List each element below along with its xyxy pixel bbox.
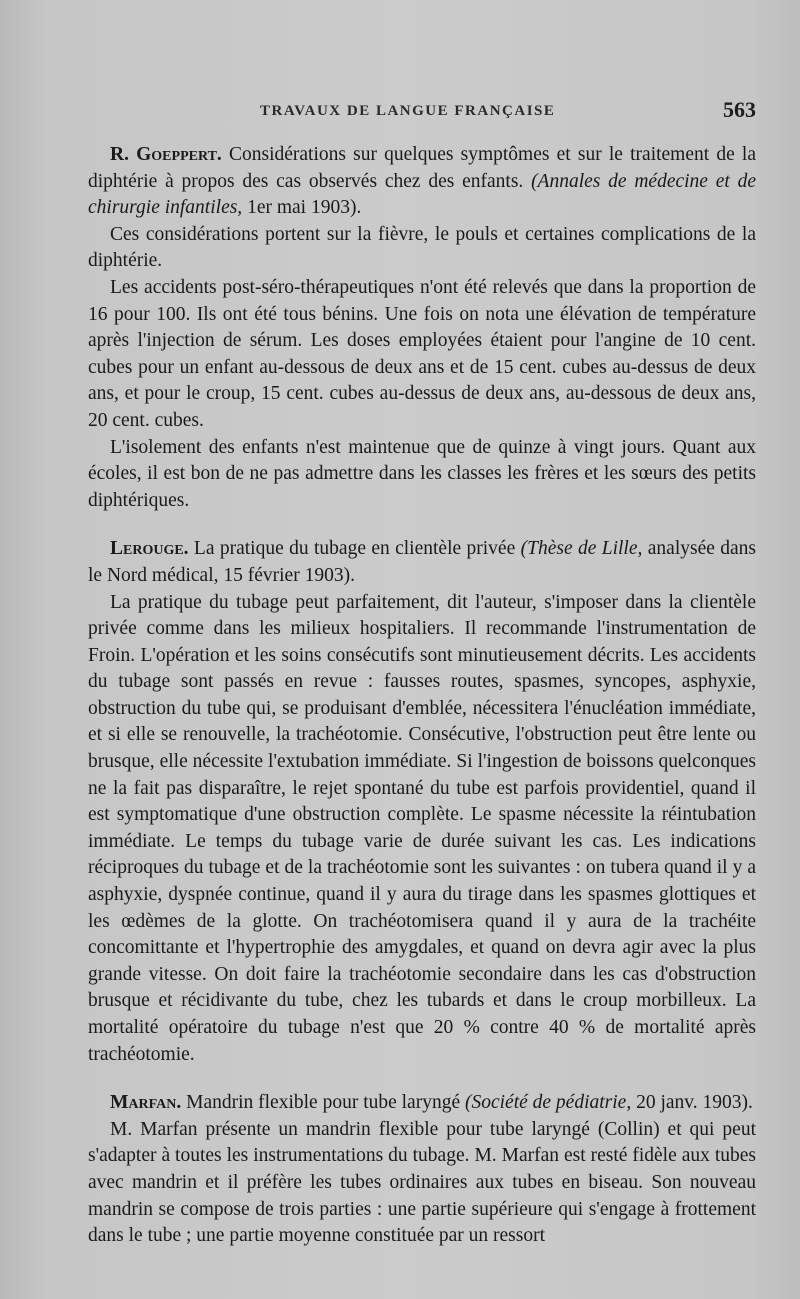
entry-author: Marfan.	[110, 1092, 182, 1114]
page-header	[100, 97, 760, 131]
entry-date: 1er mai 1903).	[242, 197, 362, 219]
entry-spacer	[88, 1068, 756, 1090]
abstract-entry-marfan	[88, 1090, 756, 1250]
entry-title: Considérations sur quelques symptômes et sur le traitement de la diphtérie à propos des cas observés chez des enfants.	[88, 144, 756, 192]
entry-title: La pratique du tubage en clientèle privée	[188, 538, 521, 560]
running-title: TRAVAUX DE LANGUE FRANÇAISE	[260, 103, 556, 119]
entry-paragraph: M. Marfan présente un mandrin flexible pour tube laryngé (Collin) et qui peut s'adapter à toutes les instrumentations du tubage. M. Marfan est resté fidèle aux tubes avec mandrin et il préfère les tubes ordinaires aux tubes en biseau. Son nouveau mandrin se compose de trois parties : une partie supérieure qui s'engage à frottement dans le tube ; une partie moyenne constituée par un ressort	[88, 1118, 756, 1247]
page-content	[88, 142, 756, 1250]
abstract-entry-goeppert	[88, 142, 756, 514]
entry-paragraph: La pratique du tubage peut parfaitement, dit l'auteur, s'imposer dans la clientèle privée comme dans les milieux hospitaliers. Il recommande l'instrumentation de Froin. L'opération et les soins consécutifs sont minutieusement décrits. Les accidents du tubage sont passés en revue : fausses routes, spasmes, syncopes, asphyxie, obstruction du tube qui, se produisant d'emblée, nécessitera l'énucléation immédiate, et si elle se renouvelle, la trachéotomie. Consécutive, l'obstruction peut être lente ou brusque, elle nécessite l'extubation immédiate. Si l'ingestion de boissons quelconques ne la fait pas disparaître, le rejet spontané du tube est parfois providentiel, quand il est symptomatique d'une obstruction complète. Le spasme nécessite la réintubation immédiate. Le temps du tubage varie de durée suivant les cas. Les indications réciproques du tubage et de la trachéotomie sont les suivantes : on tubera quand il y a asphyxie, dyspnée continue, quand il y aura du tirage dans les spasmes glottiques et les œdèmes de la glotte. On trachéotomisera quand il y aura de la trachéite concomittante et l'hypertrophie des amygdales, et quand on devra agir avec la plus grande vitesse. On doit faire la trachéotomie secondaire dans les cas d'obstruction brusque et récidivante du tube, chez les tubards et dans le croup morbilleux. La mortalité opératoire du tubage n'est que 20 % contre 40 % de mortalité après trachéotomie.	[88, 591, 756, 1065]
entry-heading	[88, 142, 756, 222]
abstract-entry-lerouge	[88, 536, 756, 1068]
entry-heading	[88, 536, 756, 589]
entry-paragraph: Ces considérations portent sur la fièvre, le pouls et certaines complications de la diphtérie.	[88, 223, 756, 272]
entry-heading	[88, 1090, 756, 1117]
entry-source: (Thèse de Lille,	[520, 538, 643, 560]
entry-source: (Annales de médecine et de chirurgie infantiles,	[88, 170, 756, 219]
entry-source: (Société de pédiatrie,	[464, 1092, 632, 1114]
entry-title: Mandrin flexible pour tube laryngé	[181, 1092, 465, 1114]
entry-author: Lerouge.	[110, 538, 189, 560]
entry-paragraph: L'isolement des enfants n'est maintenue que de quinze à vingt jours. Quant aux écoles, il est bon de ne pas admettre dans les classes les frères et les sœurs des petits diphtériques.	[88, 436, 756, 511]
entry-paragraph: Les accidents post-séro-thérapeutiques n'ont été relevés que dans la proportion de 16 pour 100. Ils ont été tous bénins. Une fois on nota une élévation de température après l'injection de sérum. Les doses employées étaient pour l'angine de 10 cent. cubes pour un enfant au-dessous de deux ans et de 15 cent. cubes au-dessus de deux ans, et pour le croup, 15 cent. cubes au-dessus de deux ans, au-dessous de deux ans, 20 cent. cubes.	[88, 276, 756, 431]
entry-date: analysée dans le Nord médical, 15 février 1903).	[88, 538, 756, 586]
entry-author: R. Goeppert.	[110, 144, 222, 165]
entry-spacer	[88, 514, 756, 536]
entry-date: 20 janv. 1903).	[631, 1092, 753, 1114]
page-number: 563	[723, 97, 756, 122]
